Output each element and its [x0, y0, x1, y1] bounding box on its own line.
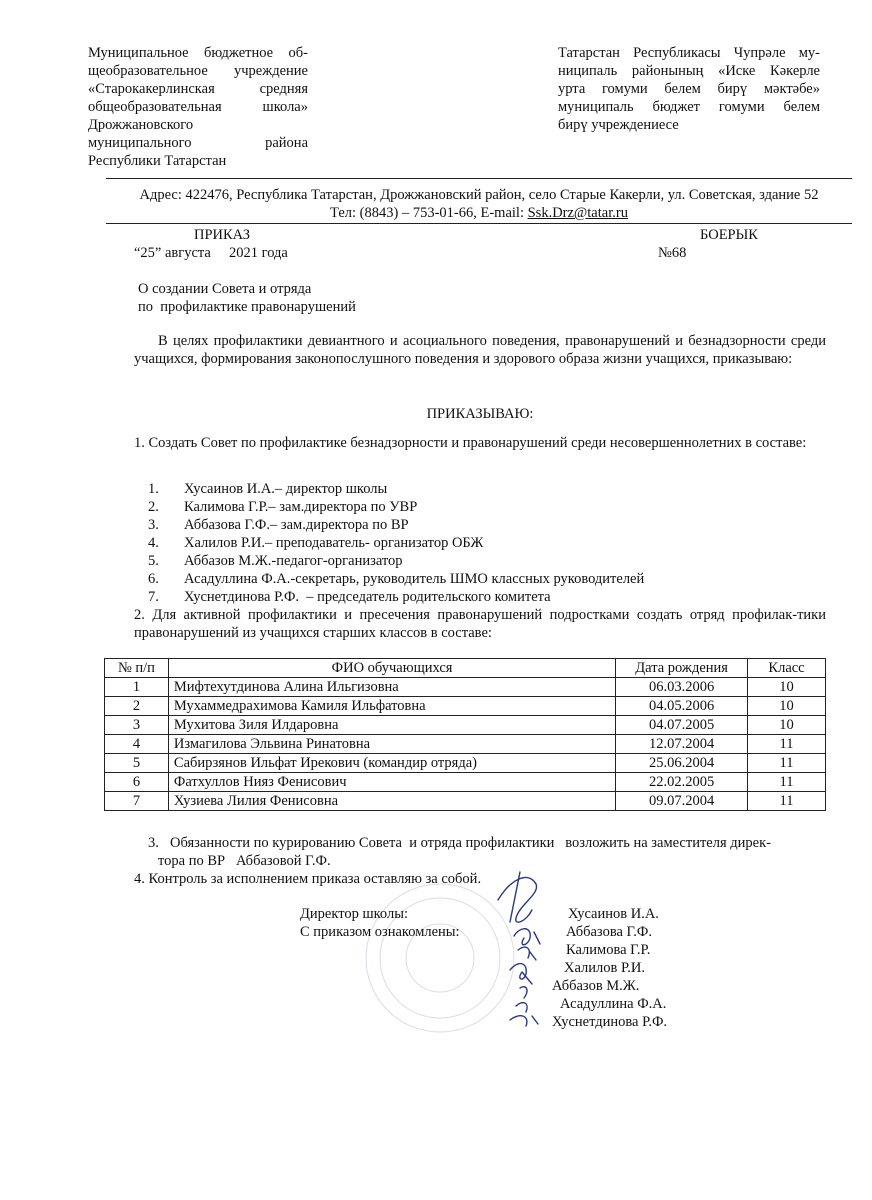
table-cell: Мухаммедрахимова Камиля Ильфатовна [168, 697, 615, 716]
header-right-line: муниципаль бюджет гомуми белем [558, 99, 820, 115]
table-cell: 4 [105, 735, 169, 754]
intro-paragraph: В целях профилактики девиантного и асоциального поведения, правонарушений и безнадзорности среди учащихся, формирования законопослушного поведения и здорового образа жизни учащихся, приказываю: [134, 333, 826, 367]
member-text: Халилов Р.И.– преподаватель- организатор ОБЖ [184, 535, 484, 551]
member-number: 4. [148, 535, 159, 551]
table-cell: 10 [748, 678, 826, 697]
header-rule-bottom [106, 223, 852, 224]
table-cell: 11 [748, 773, 826, 792]
item-4-text: 4. Контроль за исполнением приказа оставляю за собой. [134, 871, 482, 887]
signer-name: Хуснетдинова Р.Ф. [552, 1014, 668, 1030]
table-cell: Мухитова Зиля Илдаровна [168, 716, 615, 735]
order-heading: ПРИКАЗЫВАЮ: [426, 406, 534, 422]
member-number: 3. [148, 517, 159, 533]
member-number: 6. [148, 571, 159, 587]
signer-name: Халилов Р.И. [564, 960, 645, 976]
member-text: Асадуллина Ф.А.-секретарь, руководитель ШМО классных руководителей [184, 571, 645, 587]
signer-name: Калимова Г.Р. [566, 942, 651, 958]
member-text: Аббазов М.Ж.-педагог-организатор [184, 553, 403, 569]
table-row [105, 754, 826, 773]
table-cell: 04.05.2006 [616, 697, 748, 716]
table-cell: 2 [105, 697, 169, 716]
member-number: 7. [148, 589, 159, 605]
table-cell: 7 [105, 792, 169, 811]
table-cell: 11 [748, 735, 826, 754]
table-cell: 3 [105, 716, 169, 735]
member-list-item [148, 498, 417, 516]
member-list-item [148, 534, 483, 552]
member-text: Калимова Г.Р.– зам.директора по УВР [184, 499, 418, 515]
header-left-block [88, 44, 308, 170]
table-cell: Мифтехутдинова Алина Ильгизовна [168, 678, 615, 697]
order-number: №68 [658, 245, 687, 261]
member-list-item [148, 552, 403, 570]
table-cell: 6 [105, 773, 169, 792]
header-left-line: муниципального района [88, 135, 308, 151]
item-1-text: 1. Создать Совет по профилактике безнадзорности и правонарушений среди несовершеннолетних в составе: [134, 435, 807, 451]
table-cell: 06.03.2006 [616, 678, 748, 697]
order-title-tt: БОЕРЫК [700, 227, 758, 243]
member-list-item [148, 570, 644, 588]
table-cell: 25.06.2004 [616, 754, 748, 773]
table-cell: 22.02.2005 [616, 773, 748, 792]
table-cell: 09.07.2004 [616, 792, 748, 811]
table-cell: Измагилова Эльвина Ринатовна [168, 735, 615, 754]
table-cell: Фатхуллов Нияз Фенисович [168, 773, 615, 792]
table-row [105, 678, 826, 697]
member-text: Хуснетдинова Р.Ф. – председатель родительского комитета [184, 589, 551, 605]
member-text: Хусаинов И.А.– директор школы [184, 481, 388, 497]
member-list-item [148, 516, 409, 534]
header-left-line: Республики Татарстан [88, 153, 227, 169]
item-3-line: Обязанности по курированию Совета и отряда профилактики возложить на заместителя дирек- [170, 835, 771, 851]
acquainted-label: С приказом ознакомлены: [300, 924, 460, 940]
order-title-ru: ПРИКАЗ [194, 227, 251, 243]
director-name: Хусаинов И.А. [568, 906, 659, 922]
table-cell: 04.07.2005 [616, 716, 748, 735]
table-row [105, 735, 826, 754]
header-right-line: урта гомуми белем бирү мәктәбе» [558, 81, 820, 97]
address-line: Адрес: 422476, Республика Татарстан, Дрожжановский район, село Старые Какерли, ул. Советская, здание 52 [139, 187, 819, 203]
table-cell: 5 [105, 754, 169, 773]
column-header: Дата рождения [616, 659, 748, 678]
table-cell: Сабирзянов Ильфат Ирекович (командир отряда) [168, 754, 615, 773]
item-3-number: 3. [148, 835, 159, 851]
order-date: “25” августа 2021 года [134, 245, 288, 261]
table-cell: 11 [748, 792, 826, 811]
table-cell: 11 [748, 754, 826, 773]
header-left-line: Дрожжановского [88, 117, 194, 133]
item-3-text [148, 834, 771, 852]
column-header: № п/п [105, 659, 169, 678]
member-number: 1. [148, 481, 159, 497]
handwritten-signatures [480, 860, 570, 1040]
member-list-item [148, 480, 387, 498]
signer-name: Аббазова Г.Ф. [566, 924, 652, 940]
header-left-line: щеобразовательное учреждение [88, 63, 308, 79]
table-row [105, 716, 826, 735]
phone-text: Тел: (8843) – 753-01-66, E-mail: [330, 205, 528, 221]
signer-name: Аббазов М.Ж. [552, 978, 640, 994]
table-row [105, 792, 826, 811]
item-2-text: 2. Для активной профилактики и пресечения правонарушений подростками создать отряд профилак-тики правонарушений из учащихся старших классов в составе: [134, 607, 826, 641]
table-cell: 12.07.2004 [616, 735, 748, 754]
member-number: 5. [148, 553, 159, 569]
member-number: 2. [148, 499, 159, 515]
table-cell: Хузиева Лилия Фенисовна [168, 792, 615, 811]
header-left-line: «Старокакерлинская средняя [88, 81, 308, 97]
header-left-line: общеобразовательная школа» [88, 99, 308, 115]
header-right-line: ниципаль районының «Иске Кәкерле [558, 63, 820, 79]
director-label: Директор школы: [300, 906, 408, 922]
header-right-block [558, 44, 820, 134]
table-row [105, 697, 826, 716]
table-header-row [105, 659, 826, 678]
order-subject-line: О создании Совета и отряда [138, 281, 312, 297]
column-header: ФИО обучающихся [168, 659, 615, 678]
email-link[interactable]: Ssk.Drz@tatar.ru [527, 205, 628, 221]
header-rule-top [106, 178, 852, 179]
member-text: Аббазова Г.Ф.– зам.директора по ВР [184, 517, 409, 533]
header-right-line: бирү учреждениесе [558, 117, 679, 133]
order-subject-line: по профилактике правонарушений [138, 299, 356, 315]
column-header: Класс [748, 659, 826, 678]
member-list-item [148, 588, 551, 606]
table-cell: 10 [748, 716, 826, 735]
header-left-line: Муниципальное бюджетное об- [88, 45, 308, 61]
header-right-line: Татарстан Республикасы Чупрәле му- [558, 45, 820, 61]
table-cell: 1 [105, 678, 169, 697]
signer-name: Асадуллина Ф.А. [560, 996, 667, 1012]
students-table [104, 658, 826, 811]
table-row [105, 773, 826, 792]
contact-line [106, 204, 852, 222]
item-3-line: тора по ВР Аббазовой Г.Ф. [158, 853, 331, 869]
table-cell: 10 [748, 697, 826, 716]
